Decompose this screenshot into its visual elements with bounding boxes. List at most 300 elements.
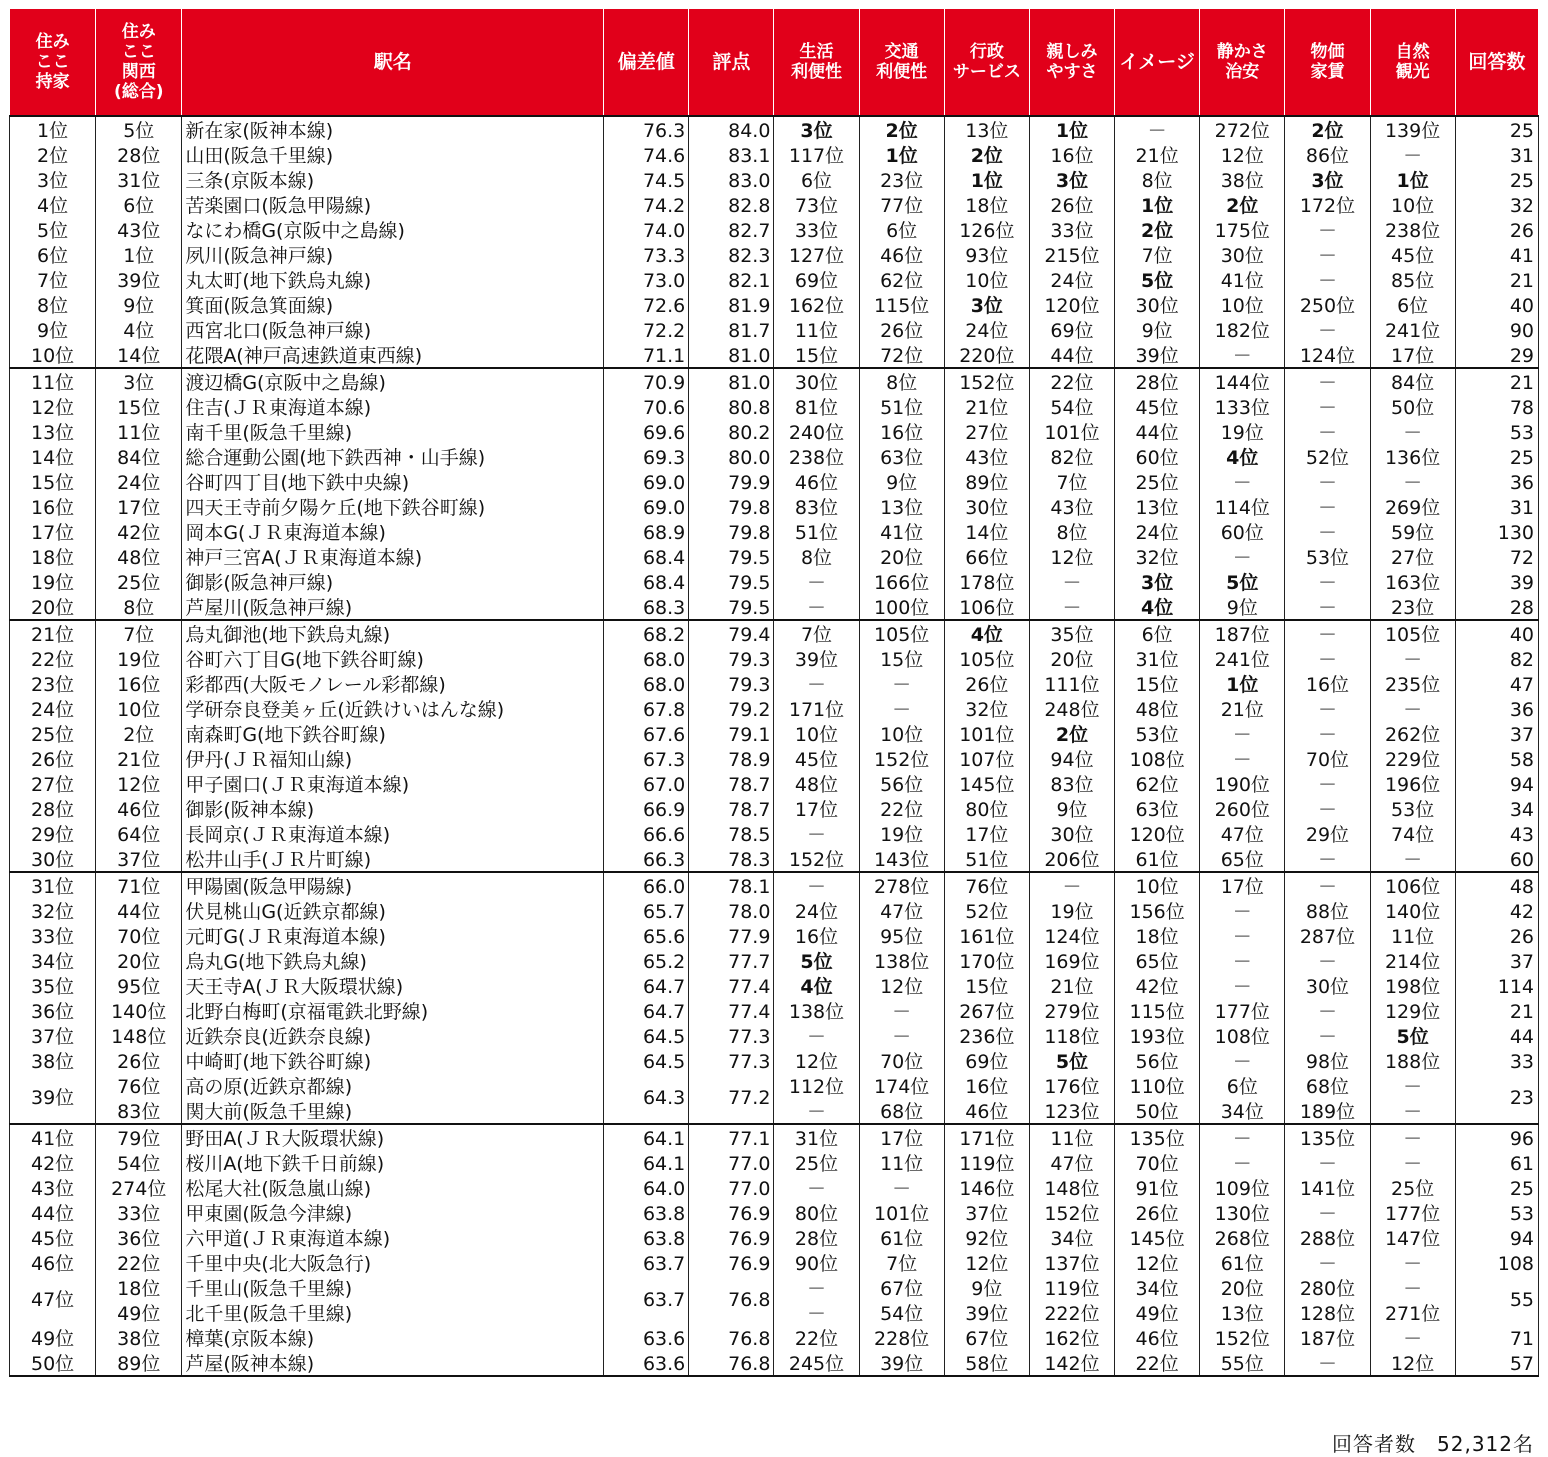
table-cell: 63.6 [604, 1350, 689, 1376]
table-cell: 161位 [944, 923, 1029, 948]
table-cell: － [1285, 368, 1370, 394]
table-row [10, 267, 1539, 292]
table-cell: 49位 [1115, 1300, 1200, 1325]
table-cell: 63.7 [604, 1250, 689, 1275]
table-row [10, 1225, 1539, 1250]
table-cell: 28位 [96, 142, 182, 167]
table-cell: 3位 [1029, 167, 1114, 192]
table-cell: － [1200, 1150, 1285, 1175]
table-cell: 21 [1455, 368, 1538, 394]
table-cell: 108 [1455, 1250, 1538, 1275]
table-row [10, 142, 1539, 167]
table-cell: 12位 [96, 771, 182, 796]
table-cell: 182位 [1200, 317, 1285, 342]
table-cell: － [774, 1023, 859, 1048]
table-cell: － [1200, 948, 1285, 973]
table-cell: － [1200, 342, 1285, 368]
table-cell: 19位 [859, 821, 944, 846]
table-cell: 6位 [859, 217, 944, 242]
table-cell: 22位 [859, 796, 944, 821]
table-cell: 16位 [859, 419, 944, 444]
table-cell: 78.1 [689, 872, 774, 898]
table-cell: 2位 [1029, 721, 1114, 746]
table-cell: 70位 [96, 923, 182, 948]
table-cell: 11位 [1370, 923, 1455, 948]
table-cell: 274位 [96, 1175, 182, 1200]
table-cell: 73位 [774, 192, 859, 217]
table-cell: 17位 [944, 821, 1029, 846]
table-cell: 13位 [944, 116, 1029, 142]
table-cell: 4位 [1200, 444, 1285, 469]
table-cell: － [1285, 419, 1370, 444]
table-cell: 54位 [859, 1300, 944, 1325]
table-cell: 115位 [1115, 998, 1200, 1023]
table-cell: 48位 [774, 771, 859, 796]
table-cell: － [1370, 469, 1455, 494]
table-cell: 45位 [1115, 394, 1200, 419]
table-cell: － [1200, 973, 1285, 998]
table-cell: 29位 [1285, 821, 1370, 846]
table-cell: 2位 [944, 142, 1029, 167]
table-cell: 79位 [96, 1124, 182, 1150]
table-cell: 238位 [1370, 217, 1455, 242]
table-cell: － [1285, 519, 1370, 544]
table-cell: 81.9 [689, 292, 774, 317]
table-row [10, 721, 1539, 746]
table-cell: 31位 [96, 167, 182, 192]
table-cell: 10位 [944, 267, 1029, 292]
header-col-familiarity: 親しみ やすさ [1029, 9, 1114, 117]
table-cell: 79.4 [689, 620, 774, 646]
table-cell: 11位 [10, 368, 96, 394]
table-cell: 4位 [1115, 594, 1200, 620]
table-cell: 7位 [10, 267, 96, 292]
table-cell: 24位 [1115, 519, 1200, 544]
table-cell: 67位 [944, 1325, 1029, 1350]
table-cell: 63.7 [604, 1275, 689, 1325]
table-row [10, 444, 1539, 469]
table-cell: 268位 [1200, 1225, 1285, 1250]
table-cell: － [774, 671, 859, 696]
table-cell: 9位 [1115, 317, 1200, 342]
table-row [10, 671, 1539, 696]
table-cell: 65.7 [604, 898, 689, 923]
table-cell: 123位 [1029, 1098, 1114, 1124]
table-body [10, 116, 1539, 1376]
table-cell: 135位 [1115, 1124, 1200, 1150]
table-row [10, 419, 1539, 444]
table-cell: 55位 [1200, 1350, 1285, 1376]
table-cell: 32 [1455, 192, 1538, 217]
table-cell: 7位 [774, 620, 859, 646]
table-cell: 67.0 [604, 771, 689, 796]
table-cell: 69.0 [604, 469, 689, 494]
table-cell: 7位 [1029, 469, 1114, 494]
table-cell: 学研奈良登美ヶ丘(近鉄けいはんな線) [182, 696, 604, 721]
header-col-score: 評点 [689, 9, 774, 117]
table-cell: 71位 [96, 872, 182, 898]
table-cell: 芦屋(阪神本線) [182, 1350, 604, 1376]
table-cell: 6位 [1370, 292, 1455, 317]
table-cell: 79.5 [689, 544, 774, 569]
table-cell: 250位 [1285, 292, 1370, 317]
table-cell: 108位 [1200, 1023, 1285, 1048]
table-cell: 53 [1455, 1200, 1538, 1225]
table-cell: 130位 [1200, 1200, 1285, 1225]
table-cell: 47位 [1029, 1150, 1114, 1175]
table-cell: 17位 [774, 796, 859, 821]
table-cell: 6位 [1200, 1073, 1285, 1098]
table-cell: 39位 [944, 1300, 1029, 1325]
table-cell: 43 [1455, 821, 1538, 846]
table-cell: － [1285, 267, 1370, 292]
table-row [10, 192, 1539, 217]
table-cell: 38位 [1200, 167, 1285, 192]
table-cell: 30位 [1285, 973, 1370, 998]
table-cell: 120位 [1029, 292, 1114, 317]
table-cell: 3位 [96, 368, 182, 394]
table-cell: 81.7 [689, 317, 774, 342]
table-cell: 6位 [774, 167, 859, 192]
table-cell: 279位 [1029, 998, 1114, 1023]
table-cell: 30位 [1115, 292, 1200, 317]
table-cell: 5位 [1029, 1048, 1114, 1073]
table-cell: 130 [1455, 519, 1538, 544]
table-cell: 69位 [774, 267, 859, 292]
table-row [10, 1124, 1539, 1150]
table-cell: 6位 [10, 242, 96, 267]
table-row [10, 1098, 1539, 1124]
table-cell: － [1285, 796, 1370, 821]
table-cell: 四天王寺前夕陽ケ丘(地下鉄谷町線) [182, 494, 604, 519]
table-cell: 59位 [1370, 519, 1455, 544]
table-cell: 76.3 [604, 116, 689, 142]
table-cell: 28 [1455, 594, 1538, 620]
table-cell: 94 [1455, 1225, 1538, 1250]
table-cell: 148位 [96, 1023, 182, 1048]
table-cell: 31位 [1115, 646, 1200, 671]
table-cell: 152位 [774, 846, 859, 872]
table-cell: － [1370, 1098, 1455, 1124]
table-cell: － [859, 998, 944, 1023]
table-cell: 39位 [859, 1350, 944, 1376]
table-cell: 21位 [1200, 696, 1285, 721]
table-cell: － [1285, 998, 1370, 1023]
table-cell: 1位 [1370, 167, 1455, 192]
table-cell: 68位 [859, 1098, 944, 1124]
table-cell: 37位 [96, 846, 182, 872]
table-cell: 79.5 [689, 594, 774, 620]
table-cell: 135位 [1285, 1124, 1370, 1150]
table-cell: 37位 [10, 1023, 96, 1048]
table-cell: 50位 [1115, 1098, 1200, 1124]
table-cell: 171位 [774, 696, 859, 721]
table-cell: 19位 [10, 569, 96, 594]
table-cell: 8位 [10, 292, 96, 317]
table-cell: 44位 [10, 1200, 96, 1225]
table-row [10, 342, 1539, 368]
table-row [10, 746, 1539, 771]
table-cell: 66位 [944, 544, 1029, 569]
respondent-count: 回答者数 52,312名 [1332, 1432, 1534, 1456]
table-cell: 69.3 [604, 444, 689, 469]
table-cell: 7位 [96, 620, 182, 646]
table-cell: 174位 [859, 1073, 944, 1098]
table-cell: 17位 [859, 1124, 944, 1150]
header-col-admin: 行政 サービス [944, 9, 1029, 117]
table-cell: 31位 [774, 1124, 859, 1150]
table-cell: 140位 [96, 998, 182, 1023]
table-cell: 138位 [774, 998, 859, 1023]
table-row [10, 1300, 1539, 1325]
table-cell: 43位 [10, 1175, 96, 1200]
table-cell: 21位 [1115, 142, 1200, 167]
table-cell: 5位 [96, 116, 182, 142]
table-cell: 46位 [1115, 1325, 1200, 1350]
table-cell: 22位 [96, 1250, 182, 1275]
table-cell: 北千里(阪急千里線) [182, 1300, 604, 1325]
table-cell: 86位 [1285, 142, 1370, 167]
table-cell: 236位 [944, 1023, 1029, 1048]
table-cell: 51位 [944, 846, 1029, 872]
table-cell: 64.7 [604, 998, 689, 1023]
table-cell: 84.0 [689, 116, 774, 142]
table-cell: 62位 [1115, 771, 1200, 796]
table-cell: 長岡京(ＪＲ東海道本線) [182, 821, 604, 846]
table-cell: 79.3 [689, 646, 774, 671]
table-cell: 天王寺A(ＪＲ大阪環状線) [182, 973, 604, 998]
table-cell: 野田A(ＪＲ大阪環状線) [182, 1124, 604, 1150]
table-cell: 49位 [96, 1300, 182, 1325]
table-cell: 60位 [1115, 444, 1200, 469]
table-cell: 72.2 [604, 317, 689, 342]
table-cell: 82 [1455, 646, 1538, 671]
table-cell: 2位 [1285, 116, 1370, 142]
table-cell: － [859, 1023, 944, 1048]
table-cell: 80.2 [689, 419, 774, 444]
table-cell: 11位 [1029, 1124, 1114, 1150]
table-cell: 79.2 [689, 696, 774, 721]
table-cell: 岡本G(ＪＲ東海道本線) [182, 519, 604, 544]
table-cell: － [1200, 1048, 1285, 1073]
header-col-station-name: 駅名 [182, 9, 604, 117]
table-cell: 90位 [774, 1250, 859, 1275]
table-cell: 14位 [96, 342, 182, 368]
table-cell: 21位 [96, 746, 182, 771]
table-row [10, 519, 1539, 544]
header-row [10, 9, 1539, 117]
table-cell: 34位 [1029, 1225, 1114, 1250]
table-cell: 56位 [859, 771, 944, 796]
table-cell: 15位 [10, 469, 96, 494]
table-row [10, 1048, 1539, 1073]
table-cell: 18位 [1115, 923, 1200, 948]
table-cell: 34 [1455, 796, 1538, 821]
table-cell: 谷町六丁目G(地下鉄谷町線) [182, 646, 604, 671]
header-col-quiet: 静かさ 治安 [1200, 9, 1285, 117]
table-cell: 105位 [859, 620, 944, 646]
table-cell: 271位 [1370, 1300, 1455, 1325]
table-cell: 162位 [1029, 1325, 1114, 1350]
table-cell: 22位 [10, 646, 96, 671]
table-cell: 147位 [1370, 1225, 1455, 1250]
table-cell: 23位 [1370, 594, 1455, 620]
table-cell: － [774, 1300, 859, 1325]
table-cell: 95位 [96, 973, 182, 998]
table-cell: 70位 [859, 1048, 944, 1073]
table-cell: 70.6 [604, 394, 689, 419]
table-cell: － [1370, 142, 1455, 167]
table-cell: 28位 [1115, 368, 1200, 394]
table-cell: 1位 [859, 142, 944, 167]
table-cell: 114 [1455, 973, 1538, 998]
table-cell: 25 [1455, 444, 1538, 469]
table-cell: 26 [1455, 923, 1538, 948]
table-cell: － [1029, 594, 1114, 620]
table-cell: 総合運動公園(地下鉄西神・山手線) [182, 444, 604, 469]
table-cell: 12位 [859, 973, 944, 998]
table-cell: 16位 [96, 671, 182, 696]
table-cell: 170位 [944, 948, 1029, 973]
table-cell: 41位 [10, 1124, 96, 1150]
table-cell: 15位 [944, 973, 1029, 998]
table-cell: 23位 [10, 671, 96, 696]
table-cell: 72 [1455, 544, 1538, 569]
table-cell: 27位 [1370, 544, 1455, 569]
table-cell: 68.4 [604, 544, 689, 569]
table-cell: 御影(阪急神戸線) [182, 569, 604, 594]
table-cell: － [1370, 1275, 1455, 1300]
table-row [10, 696, 1539, 721]
table-cell: 52位 [944, 898, 1029, 923]
table-cell: 27位 [10, 771, 96, 796]
table-cell: 83位 [774, 494, 859, 519]
header-col-deviation: 偏差値 [604, 9, 689, 117]
table-cell: 83.1 [689, 142, 774, 167]
table-cell: 108位 [1115, 746, 1200, 771]
table-cell: 32位 [944, 696, 1029, 721]
table-cell: 78.7 [689, 796, 774, 821]
table-row [10, 898, 1539, 923]
table-cell: 187位 [1285, 1325, 1370, 1350]
table-cell: 16位 [944, 1073, 1029, 1098]
table-cell: 33位 [10, 923, 96, 948]
table-cell: 新在家(阪神本線) [182, 116, 604, 142]
table-cell: 220位 [944, 342, 1029, 368]
table-cell: 267位 [944, 998, 1029, 1023]
table-cell: 64.5 [604, 1048, 689, 1073]
table-cell: 100位 [859, 594, 944, 620]
table-row [10, 317, 1539, 342]
table-cell: 235位 [1370, 671, 1455, 696]
table-cell: 215位 [1029, 242, 1114, 267]
table-cell: 68位 [1285, 1073, 1370, 1098]
table-cell: 8位 [96, 594, 182, 620]
table-cell: 52位 [1285, 444, 1370, 469]
header-col-kansai-overall: 住み ここ 関西 (総合) [96, 9, 182, 117]
table-cell: 41位 [859, 519, 944, 544]
table-cell: 千里中央(北大阪急行) [182, 1250, 604, 1275]
table-cell: 45位 [774, 746, 859, 771]
table-cell: 76.9 [689, 1200, 774, 1225]
table-cell: 79.3 [689, 671, 774, 696]
table-cell: 24位 [944, 317, 1029, 342]
table-cell: － [1285, 696, 1370, 721]
table-cell: 43位 [96, 217, 182, 242]
table-cell: 30位 [1200, 242, 1285, 267]
table-cell: 95位 [859, 923, 944, 948]
table-cell: 54位 [96, 1150, 182, 1175]
table-cell: 中崎町(地下鉄谷町線) [182, 1048, 604, 1073]
table-cell: － [1285, 594, 1370, 620]
table-cell: － [1370, 1325, 1455, 1350]
table-cell: 111位 [1029, 671, 1114, 696]
table-cell: 260位 [1200, 796, 1285, 821]
table-cell: 68.3 [604, 594, 689, 620]
table-cell: 33位 [96, 1200, 182, 1225]
table-cell: 26位 [1115, 1200, 1200, 1225]
table-cell: 8位 [1029, 519, 1114, 544]
table-cell: 82.8 [689, 192, 774, 217]
table-row [10, 1073, 1539, 1098]
table-cell: 66.0 [604, 872, 689, 898]
table-cell: 77.4 [689, 998, 774, 1023]
table-cell: 24位 [10, 696, 96, 721]
table-cell: 南千里(阪急千里線) [182, 419, 604, 444]
table-cell: 31位 [10, 872, 96, 898]
table-cell: 15位 [1115, 671, 1200, 696]
table-cell: 222位 [1029, 1300, 1114, 1325]
table-cell: 12位 [1370, 1350, 1455, 1376]
table-row [10, 469, 1539, 494]
table-row [10, 1150, 1539, 1175]
table-cell: 58 [1455, 746, 1538, 771]
table-cell: － [859, 696, 944, 721]
table-cell: 124位 [1285, 342, 1370, 368]
table-cell: 61位 [859, 1225, 944, 1250]
table-cell: 17位 [1200, 872, 1285, 898]
table-cell: 83.0 [689, 167, 774, 192]
table-cell: 142位 [1029, 1350, 1114, 1376]
table-cell: 50位 [10, 1350, 96, 1376]
table-cell: － [1370, 1073, 1455, 1098]
table-cell: 10位 [859, 721, 944, 746]
table-cell: 80.0 [689, 444, 774, 469]
header-col-image: イメージ [1115, 9, 1200, 117]
table-cell: 24位 [1029, 267, 1114, 292]
table-cell: － [1285, 771, 1370, 796]
table-row [10, 796, 1539, 821]
table-cell: 63.8 [604, 1200, 689, 1225]
table-cell: 46位 [774, 469, 859, 494]
table-cell: 187位 [1200, 620, 1285, 646]
table-cell: 62位 [859, 267, 944, 292]
table-cell: 101位 [859, 1200, 944, 1225]
table-cell: 64位 [96, 821, 182, 846]
table-cell: 63.6 [604, 1325, 689, 1350]
table-cell: 2位 [859, 116, 944, 142]
table-cell: 241位 [1200, 646, 1285, 671]
table-cell: 45位 [10, 1225, 96, 1250]
table-cell: 73.0 [604, 267, 689, 292]
table-cell: 39 [1455, 569, 1538, 594]
table-cell: 74位 [1370, 821, 1455, 846]
table-cell: 120位 [1115, 821, 1200, 846]
table-row [10, 594, 1539, 620]
table-cell: 12位 [774, 1048, 859, 1073]
table-cell: 3位 [1285, 167, 1370, 192]
table-cell: 21位 [1029, 973, 1114, 998]
